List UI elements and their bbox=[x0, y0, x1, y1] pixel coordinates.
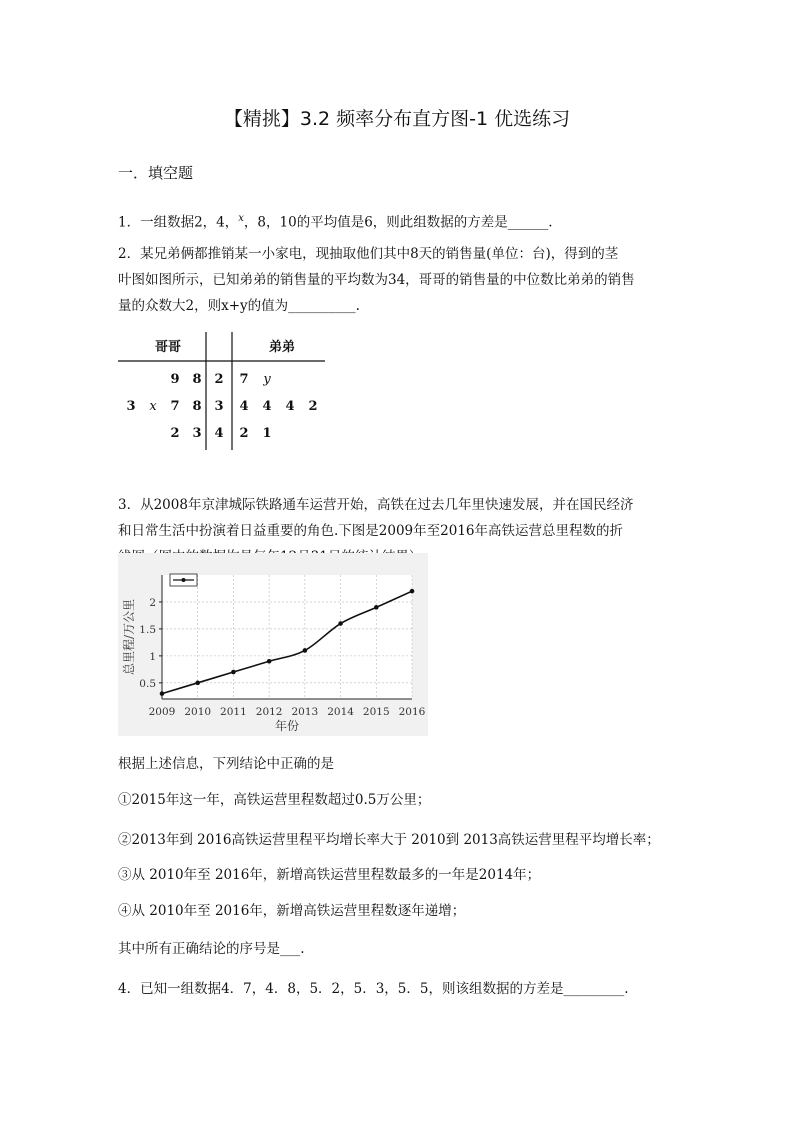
x-tick-label: 2009 bbox=[148, 706, 176, 718]
stem-leaf-right-leaf: 7 bbox=[239, 372, 249, 387]
option-4: ④从 2010年至 2016年，新增高铁运营里程数逐年递增； bbox=[118, 903, 466, 919]
x-tick-label: 2013 bbox=[291, 706, 319, 718]
data-point bbox=[267, 659, 272, 664]
x-tick-label: 2015 bbox=[362, 706, 390, 718]
stem-leaf-right-leaf: 2 bbox=[239, 426, 249, 441]
stem-leaf-right-leaf: 1 bbox=[262, 426, 272, 441]
stem-leaf-left-leaf: 7 bbox=[170, 399, 180, 414]
plot-area bbox=[162, 575, 412, 699]
x-tick-label: 2016 bbox=[398, 706, 426, 718]
stem-leaf-right-leaf: 2 bbox=[308, 399, 318, 414]
stem-leaf-stem: 4 bbox=[214, 426, 224, 441]
question-2-line-1: 2．某兄弟俩都推销某一小家电，现抽取他们其中8天的销售量(单位：台)，得到的茎 bbox=[118, 246, 619, 262]
stem-leaf-left-leaf: 2 bbox=[170, 426, 180, 441]
stem-leaf-right-leaf: 4 bbox=[239, 399, 249, 414]
stem-leaf-left-header: 哥哥 bbox=[154, 340, 182, 355]
question-1-variable: x bbox=[238, 213, 244, 224]
data-point bbox=[195, 681, 200, 686]
stem-leaf-plot bbox=[118, 330, 328, 452]
option-1: ①2015年这一年，高铁运营里程数超过0.5万公里； bbox=[118, 792, 431, 808]
x-tick-label: 2014 bbox=[327, 706, 354, 718]
x-axis-label: 年份 bbox=[274, 719, 300, 733]
x-tick-label: 2011 bbox=[220, 706, 247, 718]
chart-followup: 根据上述信息，下列结论中正确的是 bbox=[118, 756, 334, 772]
question-3-answer-prompt: 其中所有正确结论的序号是___. bbox=[118, 941, 305, 957]
stem-leaf-stem: 2 bbox=[214, 372, 224, 387]
stem-leaf-stem: 3 bbox=[214, 399, 224, 414]
legend bbox=[170, 574, 197, 586]
y-tick-label: 0.5 bbox=[139, 677, 156, 690]
data-point bbox=[374, 605, 379, 610]
question-3-line-2: 和日常生活中扮演着日益重要的角色.下图是2009年至2016年高铁运营总里程数的折 bbox=[118, 523, 624, 539]
stem-leaf-right-header: 弟弟 bbox=[268, 340, 296, 355]
stem-leaf-left-leaf: 8 bbox=[192, 399, 202, 414]
data-point bbox=[231, 670, 236, 675]
data-point bbox=[410, 589, 415, 594]
data-point bbox=[303, 648, 308, 653]
x-tick-label: 2012 bbox=[255, 706, 283, 718]
question-1-text-before: 1．一组数据2，4， bbox=[118, 214, 239, 231]
page-title: 【精挑】3.2 频率分布直方图-1 优选练习 bbox=[223, 108, 571, 130]
stem-leaf-left-leaf: 9 bbox=[170, 372, 180, 387]
stem-leaf-right-leaf: 4 bbox=[285, 399, 295, 414]
line-chart bbox=[118, 553, 428, 736]
section-heading: 一．填空题 bbox=[118, 164, 194, 182]
stem-leaf-left-leaf: 3 bbox=[192, 426, 202, 441]
option-2: ②2013年到 2016高铁运营里程平均增长率大于 2010到 2013高铁运营里程平均增长率； bbox=[118, 832, 660, 848]
stem-leaf-right-leaf: 4 bbox=[262, 399, 272, 414]
legend-marker bbox=[182, 578, 186, 582]
y-tick-label: 2 bbox=[149, 596, 156, 609]
x-tick-label: 2010 bbox=[184, 706, 212, 718]
data-point bbox=[338, 621, 343, 626]
data-point bbox=[160, 691, 165, 696]
question-1 bbox=[118, 206, 678, 236]
question-3-line-1: 3．从2008年京津城际铁路通车运营开始，高铁在过去几年里快速发展，并在国民经济 bbox=[118, 497, 634, 513]
question-2-line-2: 叶图如图所示，已知弟弟的销售量的平均数为34，哥哥的销售量的中位数比弟弟的销售 bbox=[118, 272, 635, 288]
stem-leaf-right-leaf: y bbox=[263, 372, 271, 387]
stem-leaf-left-leaf: x bbox=[149, 399, 157, 414]
question-2-line-3: 量的众数大2，则x+y的值为__________. bbox=[118, 298, 360, 314]
question-1-text-after: ，8，10的平均值是6，则此组数据的方差是______. bbox=[243, 214, 553, 231]
stem-leaf-left-leaf: 8 bbox=[192, 372, 202, 387]
question-2 bbox=[118, 241, 678, 319]
y-tick-label: 1 bbox=[149, 650, 156, 663]
y-axis-label: 总里程/万公里 bbox=[122, 598, 136, 676]
question-4: 4．已知一组数据4．7，4．8，5．2，5．3，5．5，则该组数据的方差是_________. bbox=[118, 981, 629, 997]
option-3: ③从 2010年至 2016年，新增高铁运营里程数最多的一年是2014年； bbox=[118, 867, 541, 883]
stem-leaf-left-leaf: 3 bbox=[126, 399, 136, 414]
y-tick-label: 1.5 bbox=[139, 623, 156, 636]
